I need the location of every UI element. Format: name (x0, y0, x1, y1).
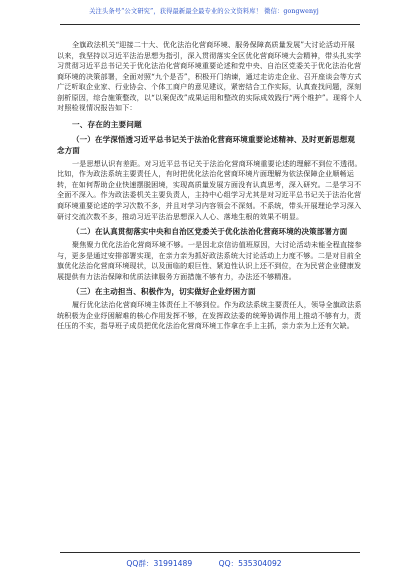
subsection-heading-1: （一）在学深悟透习近平总书记关于法治化营商环境重要论述精神、及时更新思想观念方面 (57, 134, 356, 155)
subsection-heading-2: （二）在认真贯彻落实中央和自治区党委关于优化法治化营商环境的决策部署方面 (72, 227, 348, 237)
subsection-heading-3: （三）在主动担当、积极作为，切实做好企业纾困方面 (72, 287, 256, 297)
intro-paragraph: 全旗政法机关“迎接二十大、优化法治化营商环境、服务保障高质量发展”大讨论活动开展以来，我坚持以习近平法治思想为指引，深入贯彻落实全区优化营商环境大会精神，带头扎实学习贯彻习近平总书记关于优化法治化营商环境重要论述和党中央、自治区党委关于优化法治化营商环境的决策部署，全面对照“九个是否”，积极开门纳谏，通过走访走企业、召开座谈会等方式广泛听取企业家、行业协会、个体工商户的意见建议，紧密结合工作实际，认真查找问题，深刻剖析原因，综合施策整改，以“以案促改”成果运用和整改的实际成效践行“两个维护”。现将个人对照检视情况报告如下： (57, 40, 362, 113)
header-banner: 关注头条号“公文研究”，获得最新最全最专业的公文资料库！ 微信：gongwenyj (89, 8, 319, 15)
footer (0, 556, 408, 572)
footer-divider (60, 552, 360, 553)
paragraph-3: 履行优化法治化营商环境主体责任上不够到位。作为政法系统主要责任人，领导全旗政法系统积极为企业纾困解难的核心作用发挥不够，在发挥政法委的统筹协调作用上推动不够有力，责任压的不实，指导班子成员把优化法治化营商环境工作拿在手上主抓，亲力亲为上还有欠缺。 (57, 300, 362, 331)
header-divider (60, 24, 360, 25)
paragraph-2: 聚焦聚力优化法治化营商环境不够。一是因北京信访值班原因，大讨论活动未能全程直接参与，更多是通过安排部署实现，在亲力亲为抓好政法系统大讨论活动上力度不够。二是对目前全旗优化法治化营商环境现状，以及面临的艰巨性、紧迫性认识上还不到位，在为民营企业健康发展提供有力法治保障和优质法律服务方面措施不够有力，办法还不够精准。 (57, 240, 362, 281)
section-heading: 一、存在的主要问题 (72, 119, 142, 129)
footer-qq: QQ：535304092 (218, 559, 282, 568)
footer-qq-group: QQ群：31991489 (126, 559, 193, 568)
document-body (57, 40, 362, 332)
paragraph-1: 一是思想认识有差距。对习近平总书记关于法治化营商环境重要论述的理解不到位不透彻。比如，作为政法系统主要责任人，有时把优化法治化营商环境片面理解为依法保障企业顺畅运转，在如何帮助企业快速摆脱困境，实现高质量发展方面没有认真思考，深入研究。二是学习不全面不深入。作为政法委机关主要负责人，主持中心组学习尤其是对习近平总书记关于法治化营商环境重要论述的学习次数不多，并且对学习内容领会不深刻。不系统，带头开展理论学习深入研讨交流次数不多，推动习近平法治思想深入人心、落地生根的效果不明显。 (57, 158, 362, 221)
